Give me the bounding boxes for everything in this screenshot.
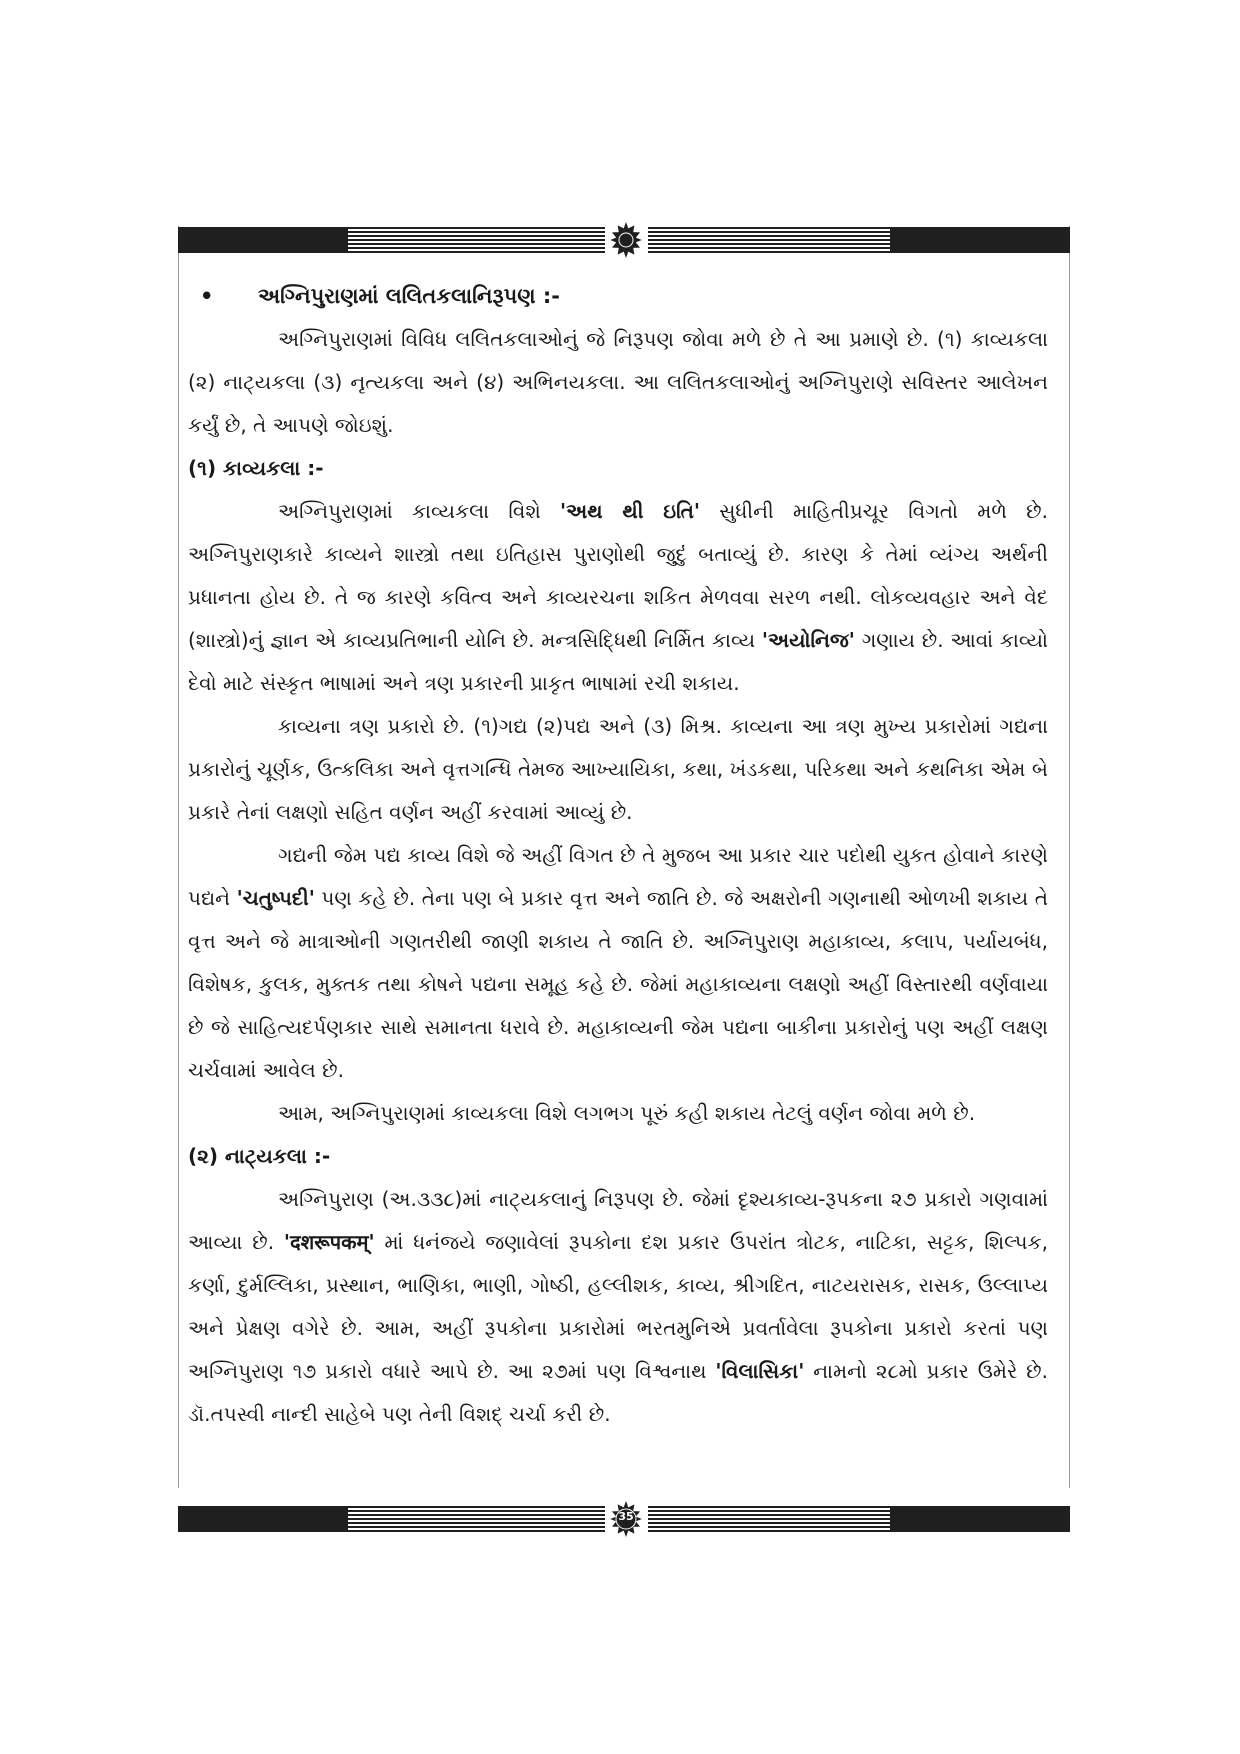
footer-bar-left <box>178 1506 348 1532</box>
footer-ornament-band <box>178 1506 1070 1532</box>
emphasis-ayonij: 'અયોનિજ' <box>761 628 855 652</box>
footer-stripes-right <box>648 1506 890 1532</box>
header-stripes-right <box>648 227 890 253</box>
sun-ornament-icon <box>608 222 644 258</box>
section-heading <box>188 275 1048 318</box>
emphasis-chatushpadi: 'ચતુષ્પદી' <box>236 886 315 910</box>
emphasis-atha-thi-iti: 'અથ થી ઇતિ' <box>560 499 701 523</box>
natyakala-paragraph-1: અગ્નિપુરાણ (અ.૩૩૮)માં નાટ્યકલાનું નિરૂપણ છે. જેમાં દૃશ્યકાવ્ય-રૂપકના ૨૭ પ્રકારો ગણવામાં આવ્યા છે. 'दशरूपकम्' માં ધનંજયે જણાવેલાં રૂપકોના દશ પ્રકાર ઉપરાંત ત્રોટક, નાટિકા, સટ્ટક, શિલ્પક, કર્ણા, દુર્મલ્લિકા, પ્રસ્થાન, ભાણિકા, ભાણી, ગોષ્ઠી, હલ્લીશક, કાવ્ય, શ્રીગદિત, નાટયરાસક, રાસક, ઉલ્લાપ્ય અને પ્રેક્ષણ વગેરે છે. આમ, અહીં રૂપકોના પ્રકારોમાં ભરતમુનિએ પ્રવર્તાવેલા રૂપકોના પ્રકારો કરતાં પણ અગ્નિપુરાણ ૧૭ પ્રકારો વધારે આપે છે. આ ૨૭માં પણ વિશ્વનાથ 'વિલાસિકા' નામનો ૨૮મો પ્રકાર ઉમેરે છે. ડૉ.તપસ્વી નાન્દી સાહેબે પણ તેની વિશદ્ ચર્ચા કરી છે. <box>188 1187 1048 1426</box>
kavyakala-heading: (૧) કાવ્યકલા :- <box>188 456 324 480</box>
kavyakala-paragraph-3: ગદ્યની જેમ પદ્ય કાવ્ય વિશે જે અહીં વિગત છે તે મુજબ આ પ્રકાર ચાર પદોથી યુકત હોવાને કારણે પદ્યને 'ચતુષ્પદી' પણ કહે છે. તેના પણ બે પ્રકાર વૃત્ત અને જાતિ છે. જે અક્ષરોની ગણનાથી ઓળખી શકાય તે વૃત્ત અને જે માત્રાઓની ગણતરીથી જાણી શકાય તે જાતિ છે. અગ્નિપુરાણ મહાકાવ્ય, કલાપ, પર્યાયબંધ, વિશેષક, કુલક, મુક્તક તથા કોષને પદ્યના સમૂહ કહે છે. જેમાં મહાકાવ્યના લક્ષણો અહીં વિસ્તારથી વર્ણવાયા છે જે સાહિત્યદર્પણકાર સાથે સમાનતા ધરાવે છે. મહાકાવ્યની જેમ પદ્યના બાકીના પ્રકારોનું પણ અહીં લક્ષણ ચર્ચવામાં આવેલ છે. <box>188 843 1048 1082</box>
footer-stripes-left <box>348 1506 605 1532</box>
header-ornament-band <box>178 227 1070 253</box>
page-number-badge <box>608 1501 644 1537</box>
kavyakala-paragraph-4: આમ, અગ્નિપુરાણમાં કાવ્યકલા વિશે લગભગ પૂરું કહી શકાય તેટલું વર્ણન જોવા મળે છે. <box>278 1101 976 1125</box>
header-stripes-left <box>348 227 605 253</box>
page-number: 35 <box>618 1510 634 1523</box>
natyakala-heading: (૨) નાટ્યકલા :- <box>188 1144 331 1168</box>
kavyakala-paragraph-2: કાવ્યના ત્રણ પ્રકારો છે. (૧)ગદ્ય (૨)પદ્ય અને (૩) મિશ્ર. કાવ્યના આ ત્રણ મુખ્ય પ્રકારોમાં ગદ્યના પ્રકારોનું ચૂર્ણક, ઉત્કલિકા અને વૃત્તગન્ધિ તેમજ આખ્યાયિકા, કથા, ખંડકથા, પરિકથા અને કથનિકા એમ બે પ્રકારે તેનાં લક્ષણો સહિત વર્ણન અહીં કરવામાં આવ્યું છે. <box>188 714 1048 824</box>
intro-paragraph: અગ્નિપુરાણમાં વિવિધ લલિતકલાઓનું જે નિરૂપણ જોવા મળે છે તે આ પ્રમાણે છે. (૧) કાવ્યકલા (૨) નાટ્યકલા (૩) નૃત્યકલા અને (૪) અભિનયકલા. આ લલિતકલાઓનું અગ્નિપુરાણે સવિસ્તર આલેખન કર્યું છે, તે આપણે જોઇશું. <box>188 327 1048 437</box>
footer-bar-right <box>890 1506 1070 1532</box>
header-bar-left <box>178 227 348 253</box>
header-bar-right <box>890 227 1070 253</box>
page-content <box>188 275 1048 1436</box>
kavyakala-paragraph-1: અગ્નિપુરાણમાં કાવ્યકલા વિશે 'અથ થી ઇતિ' સુધીની માહિતીપ્રચૂર વિગતો મળે છે. અગ્નિપુરાણકારે કાવ્યને શાસ્ત્રો તથા ઇતિહાસ પુરાણોથી જુદું બતાવ્યું છે. કારણ કે તેમાં વ્યંગ્ય અર્થની પ્રધાનતા હોય છે. તે જ કારણે કવિત્વ અને કાવ્યરચના શકિત મેળવવા સરળ નથી. લોકવ્યવહાર અને વેદ (શાસ્ત્રો)નું જ્ઞાન એ કાવ્યપ્રતિભાની યોનિ છે. મન્ત્રસિદ્ધિથી નિર્મિત કાવ્ય 'અયોનિજ' ગણાય છે. આવાં કાવ્યો દેવો માટે સંસ્કૃત ભાષામાં અને ત્રણ પ્રકારની પ્રાકૃત ભાષામાં રચી શકાય. <box>188 499 1048 695</box>
section-heading-text: અગ્નિપુરાણમાં લલિતકલાનિરૂપણ :- <box>258 284 561 308</box>
emphasis-vilasika: 'વિલાસિકા' <box>715 1359 805 1383</box>
emphasis-dasharupakam: 'दशरूपकम्' <box>283 1230 375 1254</box>
bullet-icon: • <box>200 284 214 308</box>
